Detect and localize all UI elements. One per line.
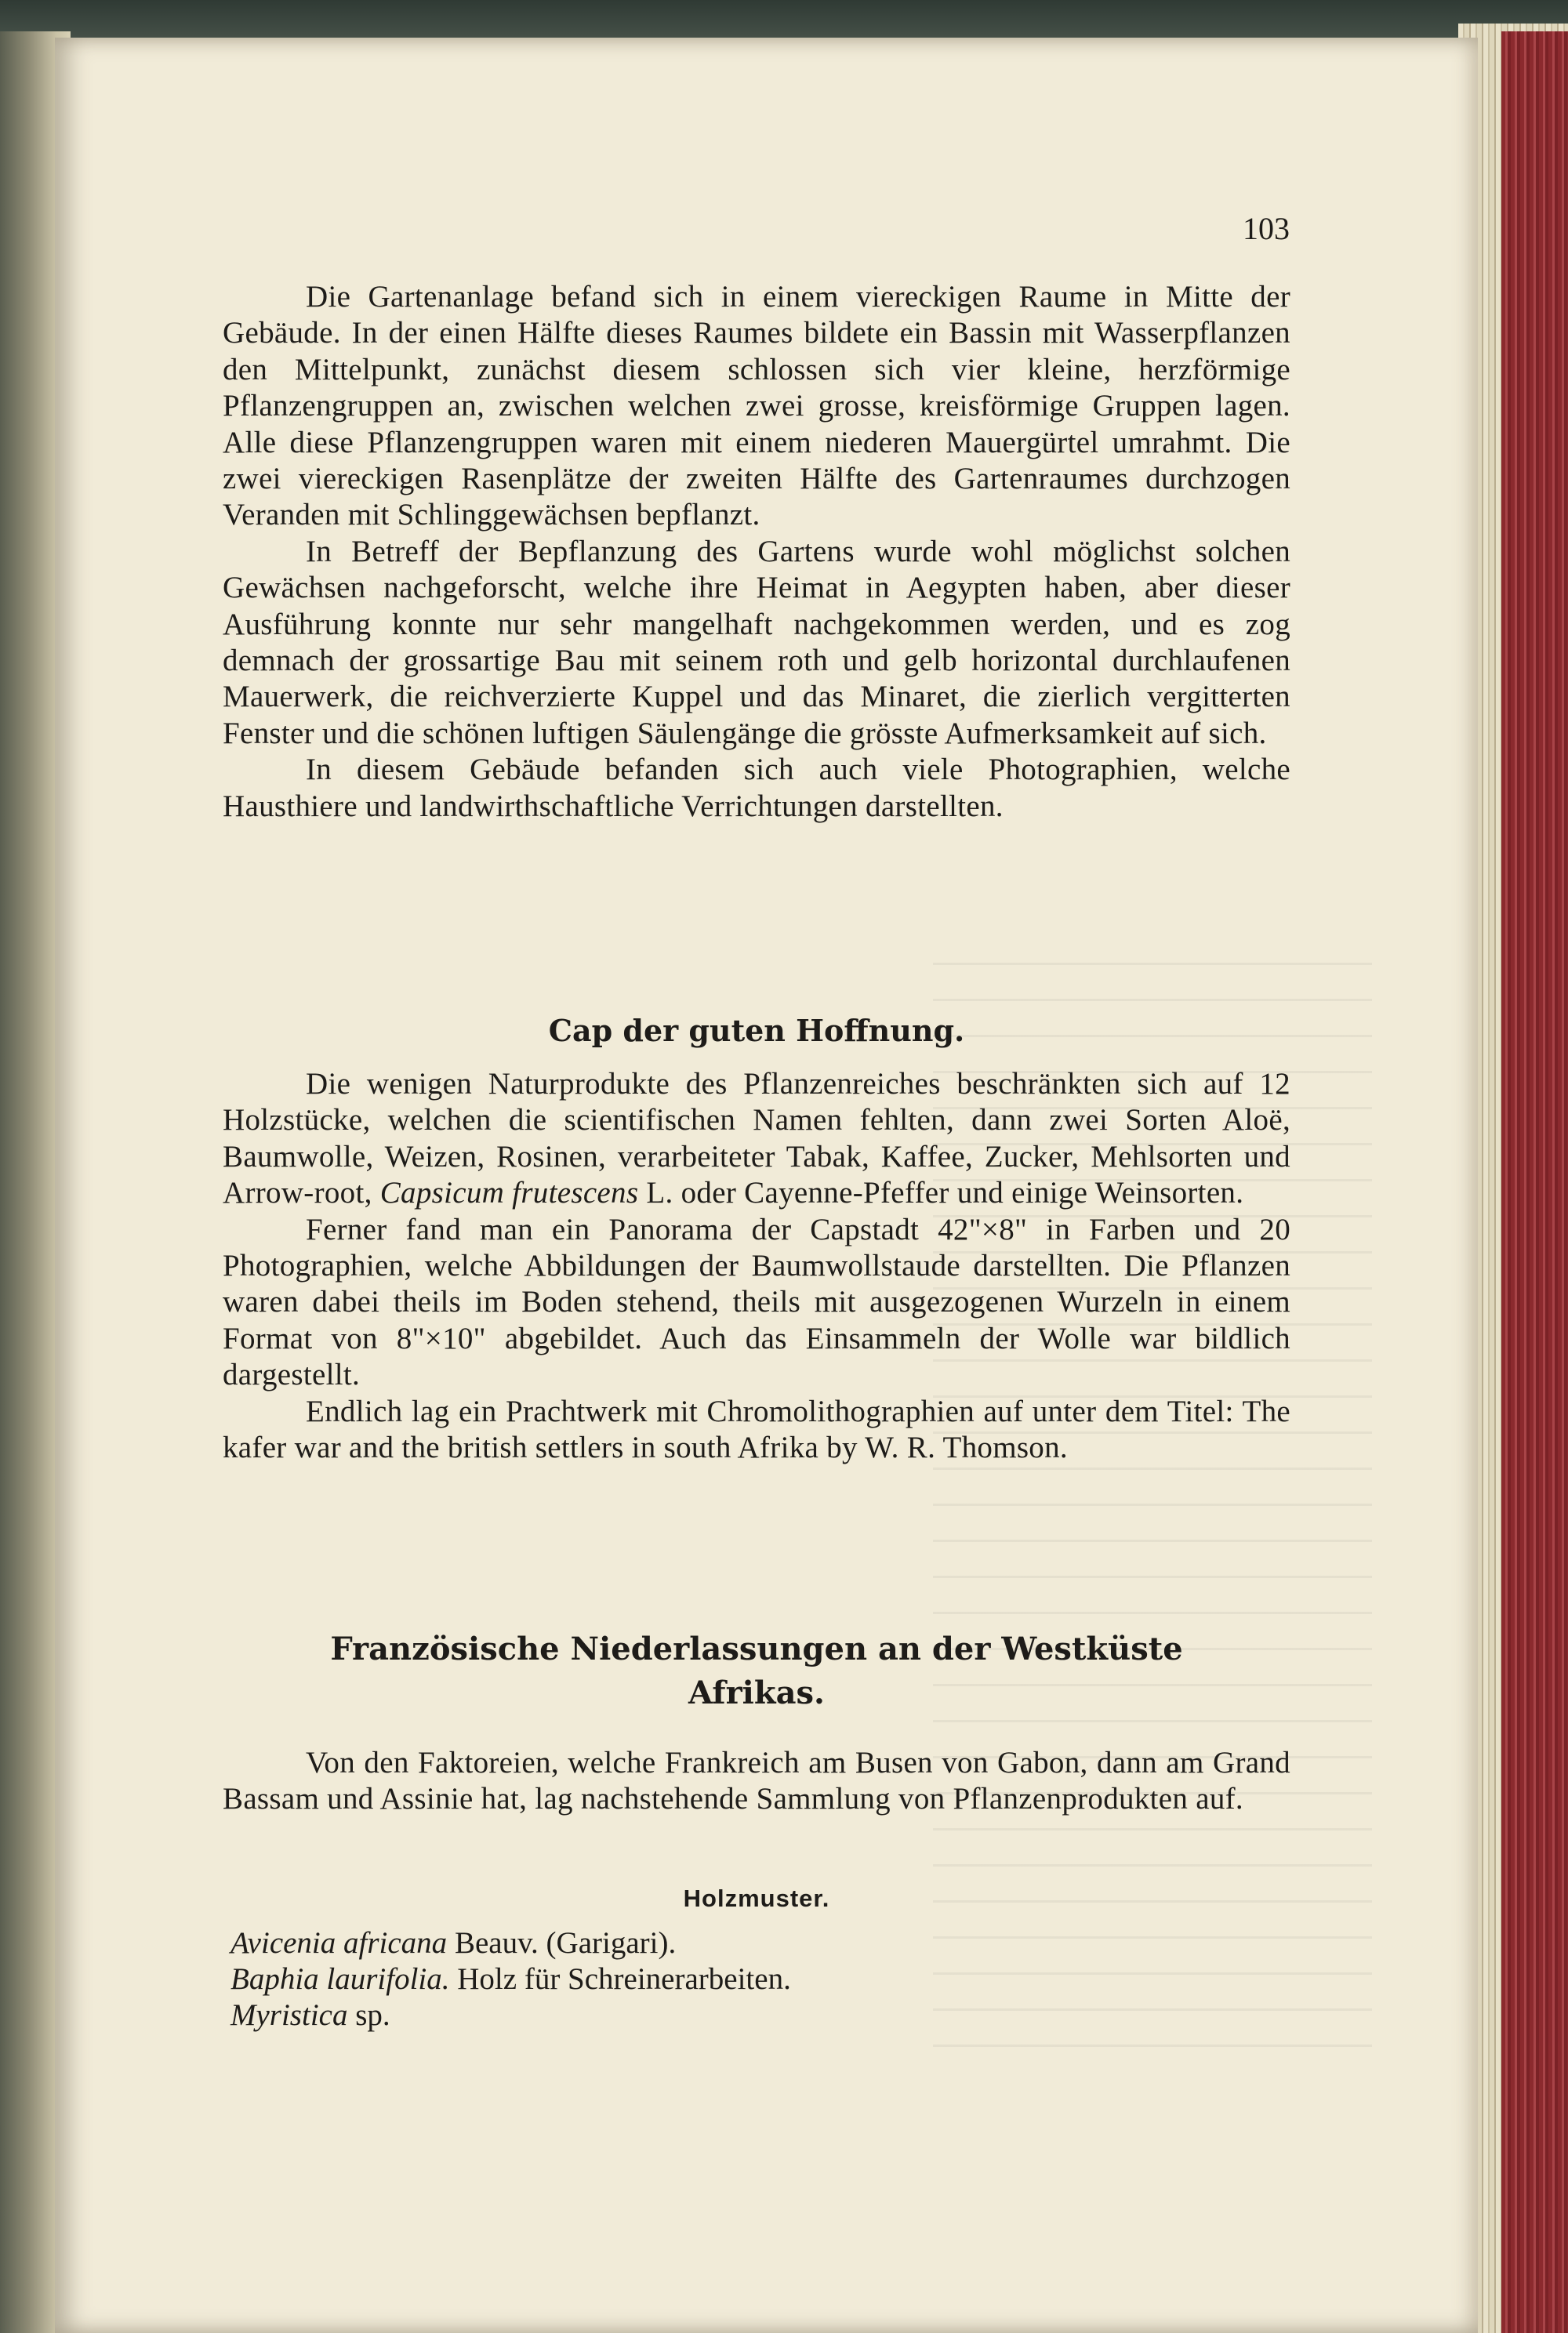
list-item [230, 1997, 1298, 2034]
cap-p1-latin: Capsicum frutescens [379, 1176, 639, 1210]
species-name: Myristica [230, 1998, 348, 2032]
list-item [230, 1925, 1298, 1961]
species-note: sp. [347, 1998, 390, 2032]
cap-p1-before: Die wenigen Naturprodukte des Pflanzenreiches beschränkten sich auf 12 Holzstücke, welchen die scientifischen Namen fehlten, dann zwei Sorten Aloë, Baumwolle, Weizen, Rosinen, verarbeiteter Tabak, Kaffee, Zucker, Mehlsorten und Arrow-root, [223, 1067, 1290, 1210]
heading-french-line2: Afrikas. [688, 1674, 825, 1711]
red-book-cover-edge [1501, 31, 1568, 2333]
paragraph-garden-2: In Betreff der Bepflanzung des Gartens wurde wohl möglichst solchen Gewächsen nachgeforscht, welche ihre Heimat in Aegypten haben, aber dieser Ausführung konnte nur sehr mangelhaft nachgekommen werden, und es zog demnach der grossartige Bau mit seinem roth und gelb horizontal durchlaufenen Mauerwerk, die reichverzierte Kuppel und das Minaret, die zierlich vergitterten Fenster und die schönen luftigen Säulengänge die grösste Aufmerksamkeit auf sich. [223, 534, 1290, 750]
cap-section [223, 1066, 1290, 1466]
paragraph-garden-1: Die Gartenanlage befand sich in einem viereckigen Raume in Mitte der Gebäude. In der einen Hälfte dieses Raumes bildete ein Bassin mit Wasserpflanzen den Mittelpunkt, zunächst diesem schlossen sich vier kleine, herzförmige Pflanzengruppen an, zwischen welchen zwei grosse, kreisförmige Gruppen lagen. Alle diese Pflanzengruppen waren mit einem niederen Mauergürtel umrahmt. Die zwei viereckigen Rasenplätze der zweiten Hälfte des Gartenraumes durchzogen Veranden mit Schlinggewächsen bepflanzt. [223, 280, 1290, 532]
wood-sample-list [230, 1925, 1298, 2034]
heading-french-settlements [223, 1627, 1290, 1715]
page-number: 103 [1243, 211, 1290, 246]
paragraph-french-1: Von den Faktoreien, welche Frankreich am Busen von Gabon, dann am Grand Bassam und Assinie hat, lag nachstehende Sammlung von Pflanzenprodukten auf. [223, 1746, 1290, 1816]
french-section [223, 1745, 1290, 1818]
paragraph-cap-2: Ferner fand man ein Panorama der Capstadt 42"×8" in Farben und 20 Photographien, welche Abbildungen der Baumwollstaude darstellten. Die Pflanzen waren dabei theils im Boden stehend, theils mit ausgezogenen Wurzeln in einem Format von 8"×10" abgebildet. Auch das Einsammeln der Wolle war bildlich dargestellt. [223, 1212, 1290, 1392]
subheading-wood-samples: Holzmuster. [683, 1885, 830, 1912]
cap-p1-after: L. oder Cayenne-Pfeffer und einige Weinsorten. [646, 1176, 1244, 1210]
heading-cap-good-hope: Cap der guten Hoffnung. [548, 1013, 965, 1048]
paragraph-garden-3: In diesem Gebäude befanden sich auch viele Photographien, welche Hausthiere und landwirthschaftliche Verrichtungen darstellten. [223, 753, 1290, 823]
paragraph-cap-3: Endlich lag ein Prachtwerk mit Chromolithographien auf unter dem Titel: The kafer war and the british settlers in south Afrika by W. R. Thomson. [223, 1394, 1290, 1465]
heading-french-line1: Französische Niederlassungen an der Westküste [330, 1631, 1183, 1667]
species-note: Holz für Schreinerarbeiten. [449, 1962, 791, 1996]
paragraph-cap-1 [223, 1066, 1290, 1212]
species-note: Beauv. (Garigari). [447, 1926, 677, 1960]
species-name: Baphia laurifolia. [230, 1962, 450, 1996]
list-item [230, 1961, 1298, 1997]
species-name: Avicenia africana [230, 1926, 448, 1960]
garden-section [223, 279, 1290, 825]
